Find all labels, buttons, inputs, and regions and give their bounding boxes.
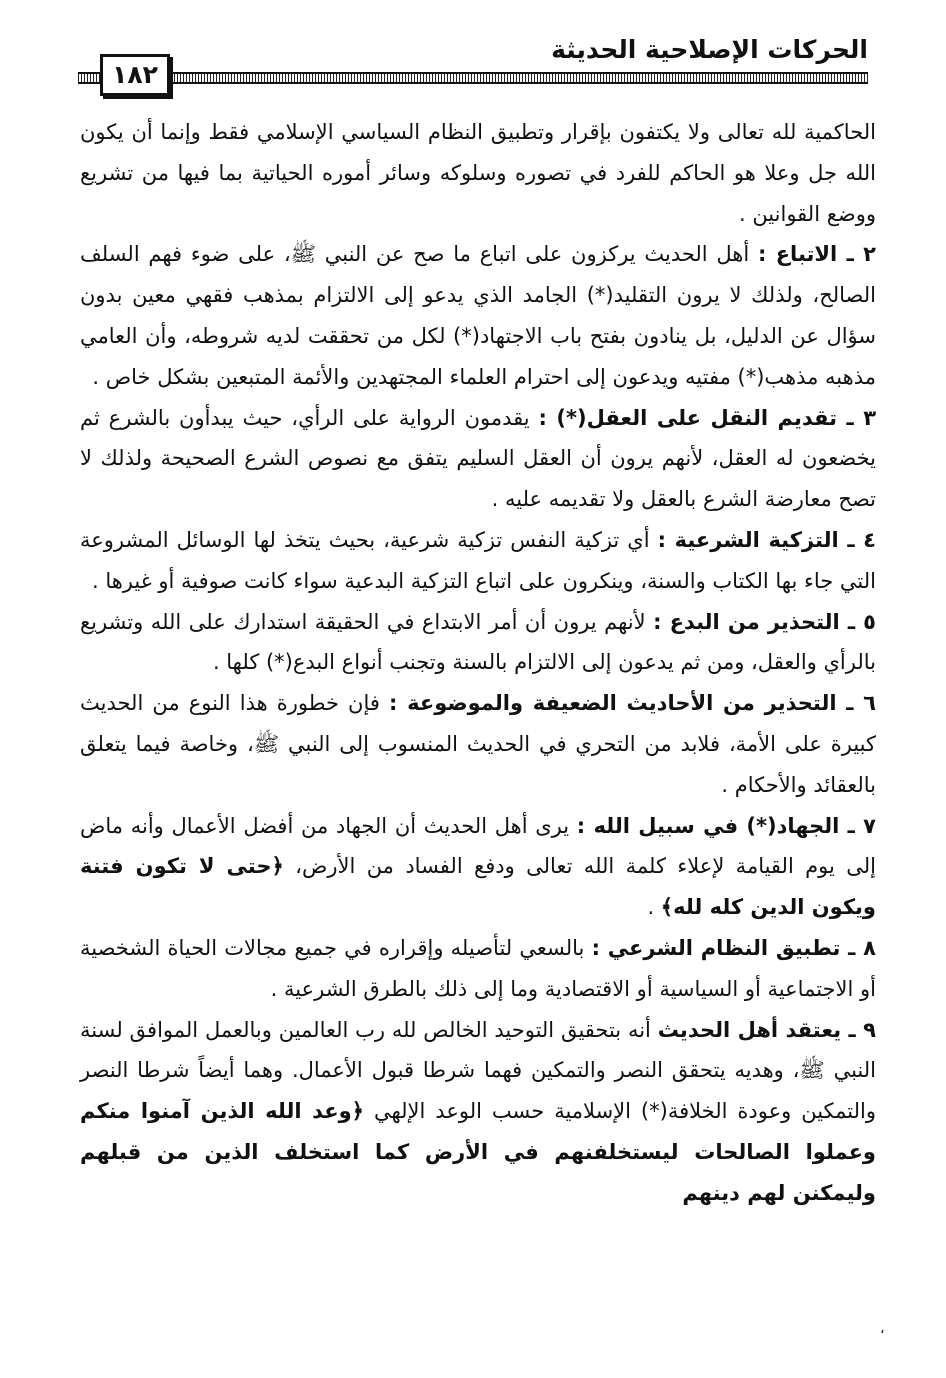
paragraph-heading: ٥ ـ التحذير من البدع : [653,609,876,634]
quran-verse: ﴿حتى لا تكون فتنة ويكون الدين كله لله﴾ [80,854,876,920]
paragraph-heading: ٤ ـ التزكية الشرعية : [657,527,876,552]
paragraph-jihad: ٧ ـ الجهاد(*) في سبيل الله : يرى أهل الحديث أن الجهاد من أفضل الأعمال وأنه ماض إلى يوم القيامة لإعلاء كلمة الله تعالى ودفع الفساد من الأرض، ﴿حتى لا تكون فتنة ويكون الدين كله لله﴾ . [80,813,876,920]
paragraph-warning-innovations: ٥ ـ التحذير من البدع : لأنهم يرون أن أمر الابتداع في الحقيقة استدارك على الله وتشريع بالرأي والعقل، ومن ثم يدعون إلى الالتزام بالسنة وتجنب أنواع البدع(*) كلها . [80,609,876,675]
page-header [78,34,868,89]
paragraph-weak-hadith: ٦ ـ التحذير من الأحاديث الضعيفة والموضوعة : فإن خطورة هذا النوع من الحديث كبيرة على الأمة، فلابد من التحري في الحديث المنسوب إلى النبي ﷺ، وخاصة فيما يتعلق بالعقائد والأحكام . [80,691,876,797]
paragraph-heading: ٢ ـ الاتباع : [757,242,876,267]
running-title: الحركات الإصلاحية الحديثة [551,35,868,64]
paragraph-following: ٢ ـ الاتباع : أهل الحديث يركزون على اتباع ما صح عن النبي ﷺ، على ضوء فهم السلف الصالح، ولذلك لا يرون التقليد(*) الجامد الذي يدعو إلى الالتزام بمذهب فقهي معين بدون سؤال عن الدليل، بل ينادون بفتح باب الاجتهاد(*) لكل من تحققت لديه شروطه، وأن العامي مذهبه مذهب(*) مفتيه ويدعون إلى احترام العلماء المجتهدين والأئمة المتبعين بشكل خاص . [80,242,876,389]
paragraph-heading: ٨ ـ تطبيق النظام الشرعي : [591,935,876,960]
paragraph-heading: ٦ ـ التحذير من الأحاديث الضعيفة والموضوعة : [389,691,876,716]
header-rule [78,72,868,84]
page-number: ١٨٢ [100,54,170,96]
paragraph-heading: ٧ ـ الجهاد(*) في سبيل الله : [576,813,876,838]
paragraph-heading: ٩ ـ يعتقد أهل الحديث [657,1017,876,1042]
paragraph-purification: ٤ ـ التزكية الشرعية : أي تزكية النفس تزكية شرعية، بحيث يتخذ لها الوسائل المشروعة التي جاء بها الكتاب والسنة، وينكرون على اتباع التزكية البدعية سواء كانت صوفية أو غيرها . [80,527,876,593]
paragraph-transmission-over-reason: ٣ ـ تقديم النقل على العقل(*) : يقدمون الرواية على الرأي، حيث يبدأون بالشرع ثم يخضعون له العقل، لأنهم يرون أن العقل السليم يتفق مع نصوص الشرع الصحيحة ولذلك لا تصح معارضة الشرع بالعقل ولا تقديمه عليه . [80,405,877,512]
body-text [80,112,876,1214]
paragraph-belief: ٩ ـ يعتقد أهل الحديث أنه بتحقيق التوحيد الخالص لله رب العالمين وبالعمل الموافق لسنة النبي ﷺ، وهديه يتحقق النصر والتمكين فهما شرطا قبول الأعمال. وهما أيضاً شرطا النصر والتمكين وعودة الخلافة(*) الإسلامية حسب الوعد الإلهي ﴿وعد الله الذين آمنوا منكم وعملوا الصالحات ليستخلفنهم في الأرض كما استخلف الذين من قبلهم وليمكنن لهم دينهم [80,1017,876,1205]
paragraph-intro-continuation: الحاكمية لله تعالى ولا يكتفون بإقرار وتطبيق النظام السياسي الإسلامي فقط وإنما أن يكون الله جل وعلا هو الحاكم للفرد في تصوره وسلوكه وسائر أموره الحياتية بما فيها من تشريع ووضع القوانين . [80,120,876,226]
paragraph-sharia-system: ٨ ـ تطبيق النظام الشرعي : بالسعي لتأصيله وإقراره في جميع مجالات الحياة الشخصية أو الاجتماعية أو السياسية أو الاقتصادية وما إلى ذلك بالطرق الشرعية . [80,935,876,1001]
paragraph-heading: ٣ ـ تقديم النقل على العقل(*) : [538,405,877,430]
margin-mark: ، [880,1321,885,1337]
quran-verse: ﴿وعد الله الذين آمنوا منكم وعملوا الصالحات ليستخلفنهم في الأرض كما استخلف الذين من قبلهم وليمكنن لهم دينهم [80,1099,876,1205]
